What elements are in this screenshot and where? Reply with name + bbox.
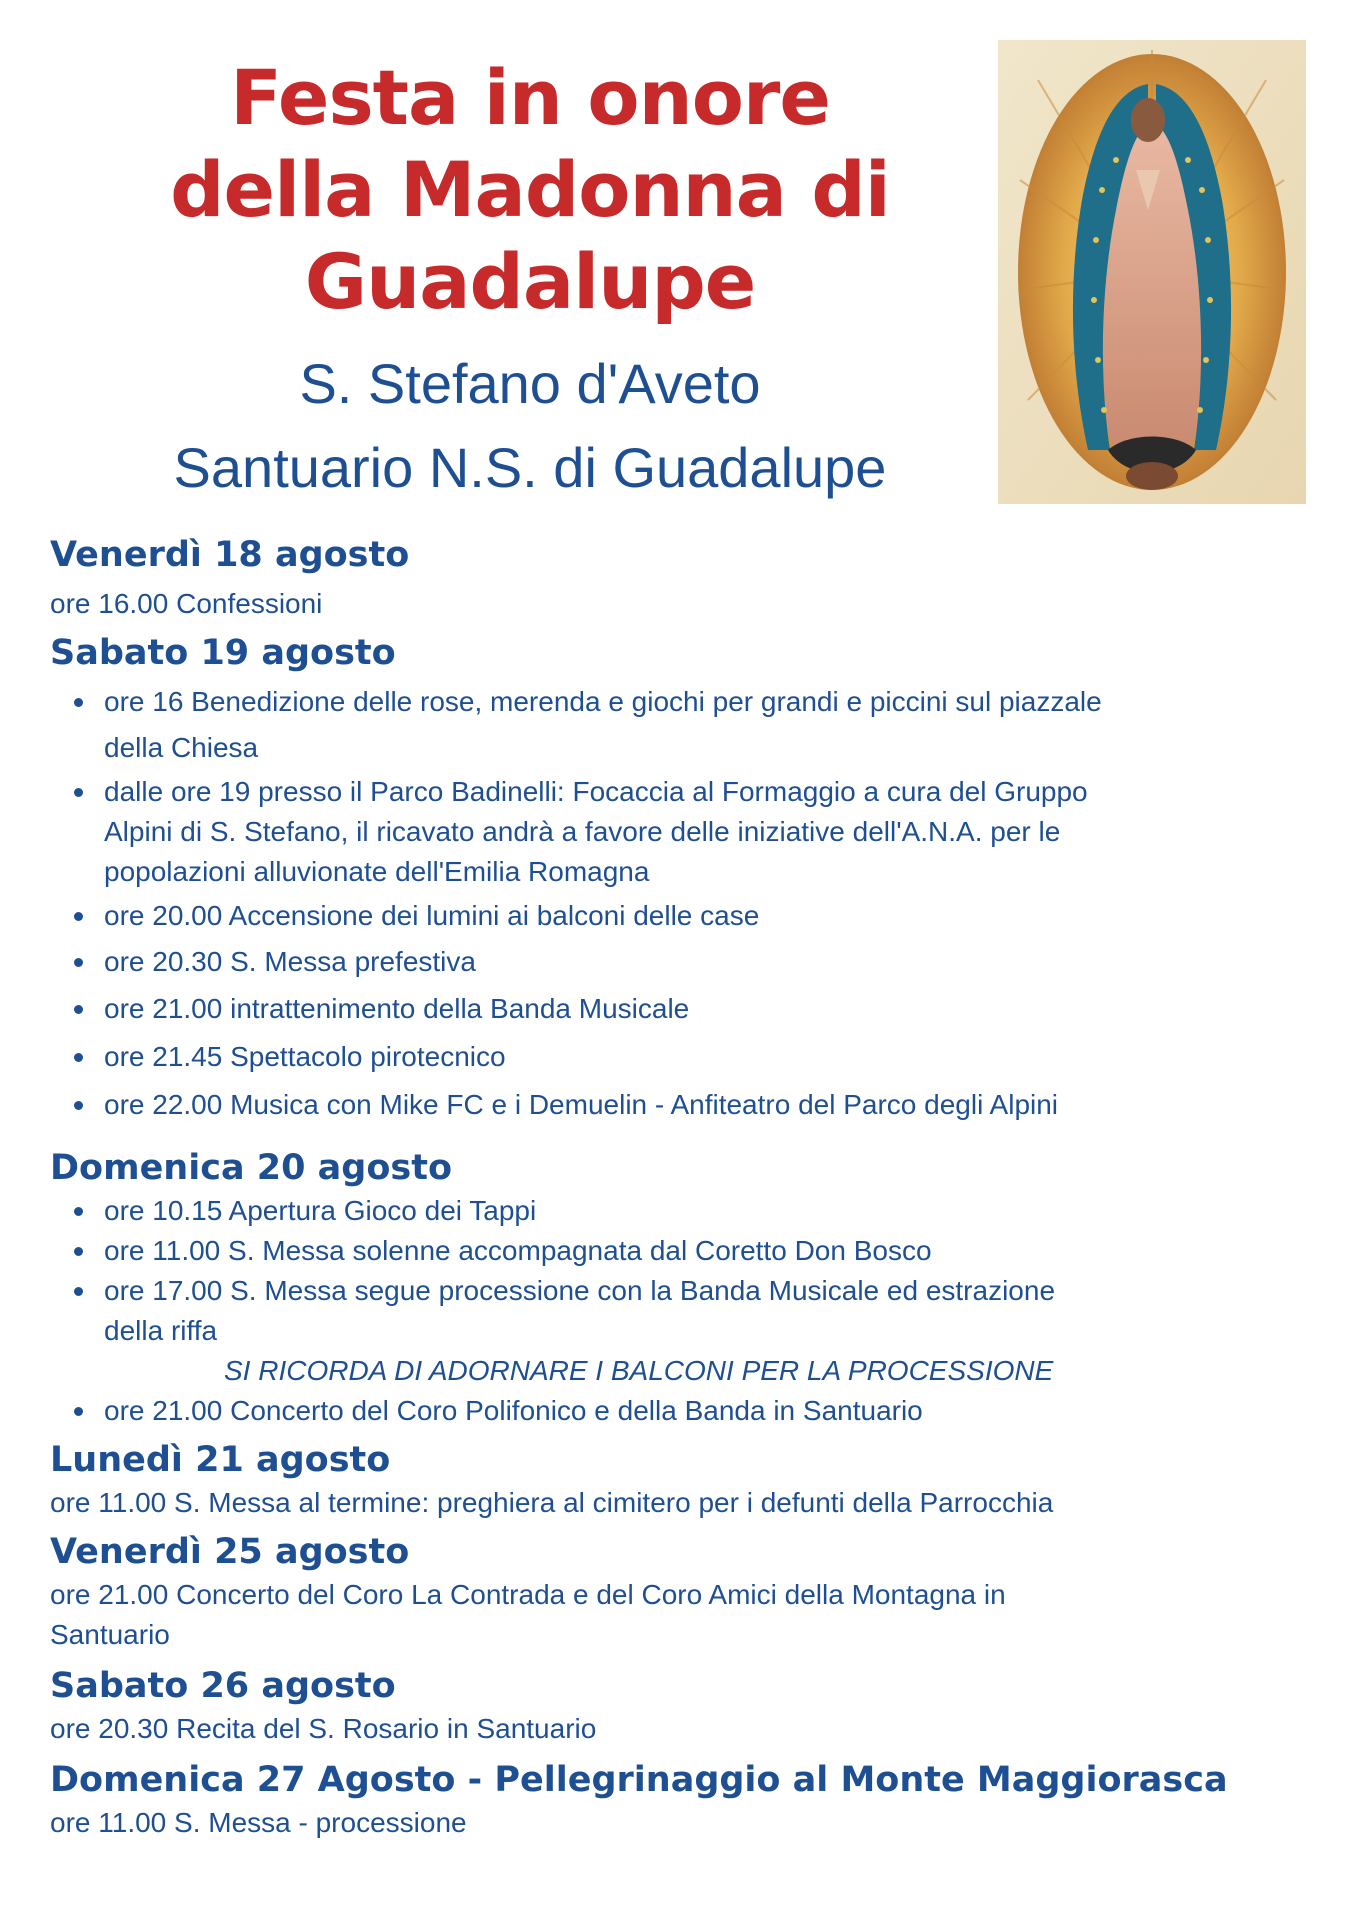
list-item: ore 21.00 Concerto del Coro Polifonico e della Banda in Santuario — [50, 1391, 1320, 1431]
day-heading-mon21: Lunedì 21 agosto — [50, 1440, 391, 1480]
list-item: ore 22.00 Musica con Mike FC e i Demuelin - Anfiteatro del Parco degli Alpini — [50, 1085, 1320, 1125]
list-item-continuation: della Chiesa — [104, 732, 259, 763]
events-sat19 — [50, 682, 1320, 1125]
madonna-di-guadalupe-image — [998, 40, 1306, 504]
list-item: ore 16 Benedizione delle rose, merenda e giochi per grandi e piccini sul piazzale — [50, 682, 1320, 722]
poster-header — [40, 52, 1020, 510]
day-heading-sat19: Sabato 19 agosto — [50, 633, 396, 673]
list-item: ore 20.00 Accensione dei lumini ai balconi delle case — [50, 896, 1320, 936]
event-sun27: ore 11.00 S. Messa - processione — [50, 1807, 467, 1838]
events-sun20-evening — [50, 1391, 1320, 1431]
event-fri25-line-1: ore 21.00 Concerto del Coro La Contrada e del Coro Amici della Montagna in — [50, 1579, 1006, 1610]
madonna-illustration — [998, 40, 1306, 504]
list-item: ore 10.15 Apertura Gioco dei Tappi — [50, 1191, 1320, 1231]
day-heading-sun20: Domenica 20 agosto — [50, 1148, 452, 1188]
processione-reminder: SI RICORDA DI ADORNARE I BALCONI PER LA PROCESSIONE — [224, 1355, 1054, 1386]
day-heading-sun27: Domenica 27 Agosto - Pellegrinaggio al Monte Maggiorasca — [50, 1760, 1228, 1800]
list-item-continuation: Alpini di S. Stefano, il ricavato andrà a favore delle iniziative dell'A.N.A. per le — [104, 816, 1061, 847]
list-item-continuation: della riffa — [104, 1315, 218, 1346]
event-fri18: ore 16.00 Confessioni — [50, 588, 323, 619]
events-sun20 — [50, 1191, 1320, 1351]
day-heading-sat26: Sabato 26 agosto — [50, 1666, 396, 1706]
program-schedule — [50, 532, 1320, 1843]
list-item: ore 17.00 S. Messa segue processione con la Banda Musicale ed estrazione — [50, 1271, 1320, 1311]
place-subtitle: S. Stefano d'Aveto — [299, 352, 761, 415]
list-item: dalle ore 19 presso il Parco Badinelli: Focaccia al Formaggio a cura del Gruppo — [50, 772, 1320, 812]
event-mon21: ore 11.00 S. Messa al termine: preghiera al cimitero per i defunti della Parrocchia — [50, 1487, 1054, 1518]
title-line-1: Festa in onore — [230, 53, 830, 142]
list-item: ore 11.00 S. Messa solenne accompagnata dal Coretto Don Bosco — [50, 1231, 1320, 1271]
title-line-3: Guadalupe — [304, 237, 756, 326]
sanctuary-subtitle: Santuario N.S. di Guadalupe — [173, 436, 887, 499]
title-line-2: della Madonna di — [170, 145, 890, 234]
day-heading-fri25: Venerdì 25 agosto — [50, 1532, 410, 1572]
list-item: ore 21.45 Spettacolo pirotecnico — [50, 1037, 1320, 1077]
list-item: ore 21.00 intrattenimento della Banda Musicale — [50, 989, 1320, 1029]
list-item: ore 20.30 S. Messa prefestiva — [50, 942, 1320, 982]
event-fri25-line-2: Santuario — [50, 1619, 170, 1650]
list-item-continuation: popolazioni alluvionate dell'Emilia Romagna — [104, 856, 650, 887]
event-sat26: ore 20.30 Recita del S. Rosario in Santuario — [50, 1713, 597, 1744]
day-heading-fri18: Venerdì 18 agosto — [50, 535, 410, 575]
